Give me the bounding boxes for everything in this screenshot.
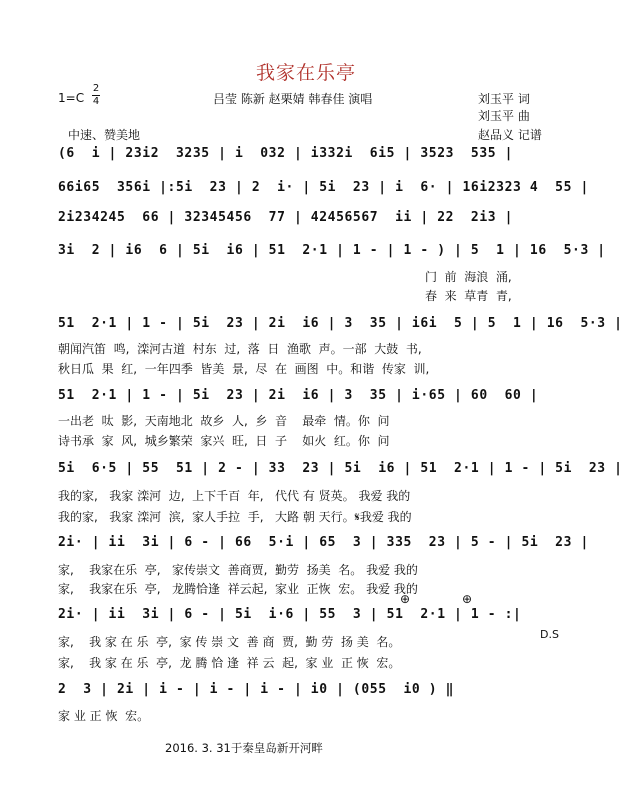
staff-line-8: 2i· | ii 3i | 6 - | 66 5·i | 65 3 | 335 23 | 5 - | 5i 23 | (58, 535, 589, 550)
staff-line-3: 2i234245 66 | 32345456 77 | 42456567 ii | 22 2i3 | (58, 210, 514, 225)
transcriber: 赵品义 记谱 (478, 128, 542, 142)
staff-line-2: 66i65 356i |:5i 23 | 2 i· | 5i 23 | i 6· | 16i2323 4 55 | (58, 180, 589, 195)
lyric-verse1-line4: 我的家, 我家 滦河 边, 上下千百 年, 代代 有 贤英。 我爱 我的 (58, 489, 411, 503)
lyric-verse2-line6: 家, 我 家 在 乐 亭, 龙 腾 恰 逢 祥 云 起, 家 业 正 恢 宏。 (58, 656, 401, 670)
time-signature-top: 2 (92, 83, 100, 94)
lyric-verse2-line2: 秋日瓜 果 红, 一年四季 皆美 景, 尽 在 画图 中。和谐 传家 训, (58, 362, 430, 376)
time-signature (92, 84, 100, 107)
singers: 吕莹 陈新 赵栗婧 韩春佳 演唱 (213, 92, 373, 106)
composer: 刘玉平 曲 (478, 109, 530, 123)
lyric-verse1-line2: 朝闻汽笛 鸣, 滦河古道 村东 过, 落 日 渔歌 声。一部 大鼓 书, (58, 342, 422, 356)
lyric-verse2-line1: 春 来 草青 青, (425, 289, 512, 303)
lyric-verse1-line5: 家, 我家在乐 亭, 家传崇文 善商贾, 勤劳 扬美 名。 我爱 我的 (58, 563, 418, 577)
time-signature-bottom: 4 (92, 96, 100, 107)
staff-line-6: 51 2·1 | 1 - | 5i 23 | 2i i6 | 3 35 | i·65 | 60 60 | (58, 388, 539, 403)
staff-line-4: 3i 2 | i6 6 | 5i i6 | 51 2·1 | 1 - | 1 - ) | 5 1 | 16 5·3 | (58, 243, 606, 258)
staff-line-5: 51 2·1 | 1 - | 5i 23 | 2i i6 | 3 35 | i6i 5 | 5 1 | 16 5·3 | (58, 316, 623, 331)
lyric-verse1-line3: 一出老 呔 影, 天南地北 故乡 人, 乡 音 最牵 情。你 问 (58, 414, 390, 428)
key-signature: 1=C (58, 91, 85, 105)
staff-line-1: (6 i | 23i2 3235 | i 032 | i332i 6i5 | 3523 535 | (58, 146, 514, 161)
lyric-verse2-line5: 家, 我家在乐 亭, 龙腾恰逢 祥云起, 家业 正恢 宏。 我爱 我的 (58, 582, 418, 596)
staff-line-7: 5i 6·5 | 55 51 | 2 - | 33 23 | 5i i6 | 51 2·1 | 1 - | 5i 23 | (58, 461, 623, 476)
staff-line-9: 2i· | ii 3i | 6 - | 5i i·6 | 55 3 | 51 2·1 | 1 - :| (58, 607, 522, 622)
lyric-final-line: 家 业 正 恢 宏。 (58, 709, 150, 723)
lyric-verse2-line4: 我的家, 我家 滦河 滨, 家人手拉 手, 大路 朝 天行。𝄋我爱 我的 (58, 510, 412, 524)
date-location-note: 2016. 3. 31于秦皇岛新开河畔 (165, 741, 323, 755)
lyric-verse1-line1: 门 前 海浪 涌, (425, 270, 512, 284)
song-title: 我家在乐亭 (255, 62, 356, 84)
lyric-verse2-line3: 诗书承 家 风, 城乡繁荣 家兴 旺, 日 子 如火 红。你 问 (58, 434, 390, 448)
staff-line-10: 2 3 | 2i | i - | i - | i - | i0 | (055 i0 ) ‖ (58, 682, 455, 697)
tempo-marking: 中速、赞美地 (68, 128, 141, 142)
coda-sign-1: ⊕ (400, 592, 411, 606)
dal-segno-marking: D.S (540, 628, 559, 641)
coda-sign-2: ⊕ (462, 592, 473, 606)
lyric-verse1-line6: 家, 我 家 在 乐 亭, 家 传 崇 文 善 商 贾, 勤 劳 扬 美 名。 (58, 635, 401, 649)
lyricist: 刘玉平 词 (478, 92, 530, 106)
